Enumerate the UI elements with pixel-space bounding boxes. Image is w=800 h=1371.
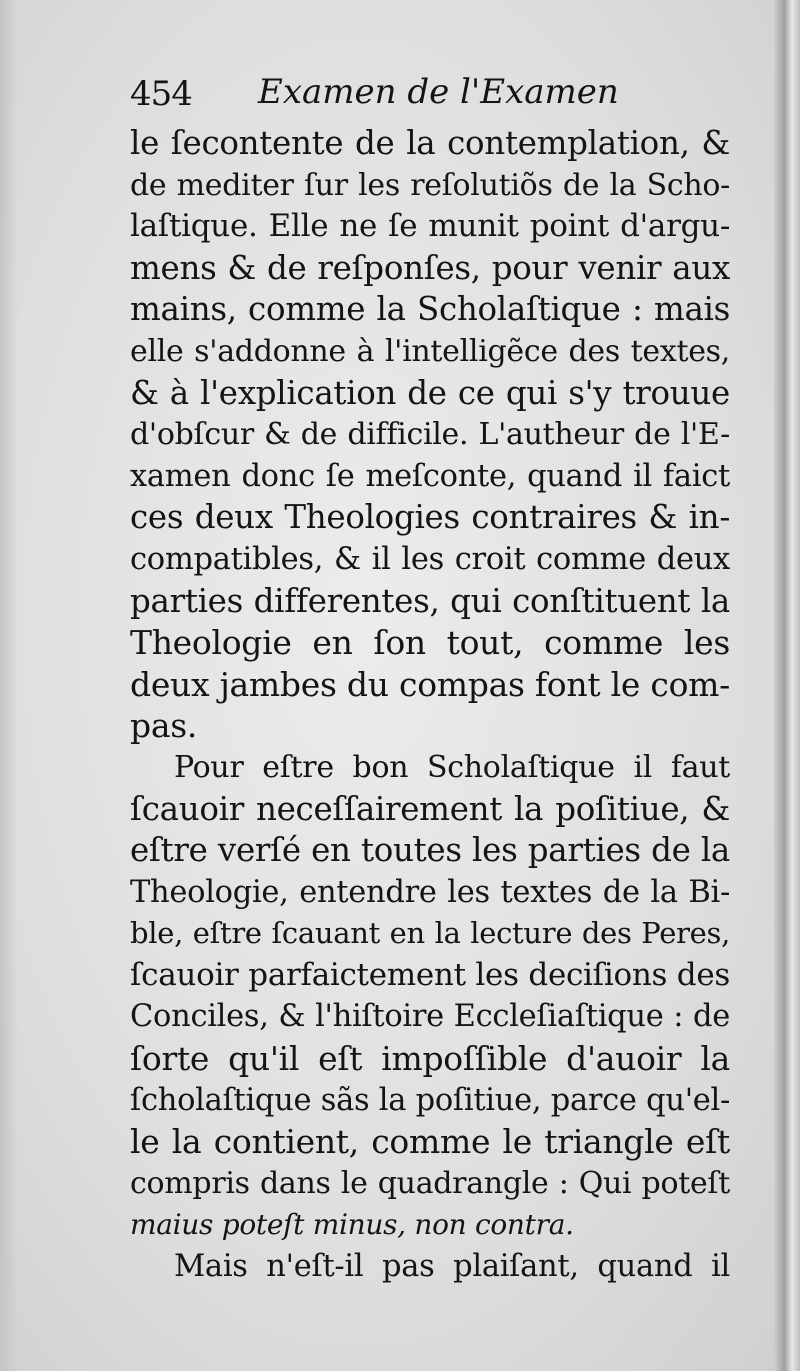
text-line: deux jambes du compas font le com- bbox=[130, 664, 730, 704]
text-line: ſcholaſtique sãs la poſitiue, parce qu'el- bbox=[130, 1082, 730, 1118]
text-line: ces deux Theologies contraires & in- bbox=[130, 498, 730, 537]
page-edge-shadow bbox=[0, 0, 18, 1371]
text-line: parties differentes, qui conſtituent la bbox=[130, 581, 730, 620]
paragraph-start-line: Mais n'eſt-il pas plaiſant, quand il bbox=[174, 1249, 730, 1285]
text-line: ſcauoir parfaictement les deciſions des bbox=[130, 956, 730, 993]
text-line: Theologie, entendre les textes de la Bi- bbox=[130, 874, 730, 910]
text-line: le la contient, comme le triangle eſt bbox=[130, 1122, 730, 1162]
text-line: le ſecontente de la contemplation, & bbox=[130, 124, 730, 162]
text-line: compatibles, & il les croit comme deux bbox=[130, 541, 730, 577]
text-line: d'obſcur & de difficile. L'autheur de l'E- bbox=[130, 417, 730, 453]
running-title: Examen de l'Examen bbox=[258, 72, 619, 112]
page-gutter bbox=[774, 0, 800, 1371]
text-line: Theologie en ſon tout, comme les bbox=[130, 623, 730, 663]
text-line: xamen donc ſe meſconte, quand il faict bbox=[130, 458, 730, 494]
text-line: ſorte qu'il eſt impoſſible d'auoir la bbox=[130, 1039, 730, 1079]
text-line: laſtique. Elle ne ſe munit point d'argu- bbox=[130, 208, 730, 245]
page-header bbox=[130, 68, 730, 128]
text-line: Conciles, & l'hiſtoire Eccleſiaſtique : de bbox=[130, 999, 730, 1035]
body-text bbox=[130, 123, 730, 1288]
text-line: compris dans le quadrangle : Qui poteſt bbox=[130, 1165, 730, 1201]
text-line: ble, eſtre ſcauant en la lecture des Peres, bbox=[130, 916, 730, 951]
text-line: de mediter ſur les reſolutiõs de la Scho- bbox=[130, 167, 730, 203]
text-line: mens & de reſponſes, pour venir aux bbox=[130, 248, 730, 287]
page-number: 454 bbox=[130, 74, 192, 114]
text-line: ſcauoir neceſſairement la poſitiue, & bbox=[130, 789, 730, 828]
text-line: elle s'addonne à l'intelligẽce des textes, bbox=[130, 333, 730, 369]
latin-quote-line: maius poteſt minus, non contra. bbox=[130, 1208, 574, 1242]
text-line: eſtre verſé en toutes les parties de la bbox=[130, 831, 730, 870]
text-line: mains, comme la Scholaſtique : mais bbox=[130, 290, 730, 329]
text-line: & à l'explication de ce qui s'y trouue bbox=[130, 373, 730, 412]
text-line: pas. bbox=[130, 706, 198, 746]
paragraph-start-line: Pour eſtre bon Scholaſtique il faut bbox=[174, 749, 730, 785]
